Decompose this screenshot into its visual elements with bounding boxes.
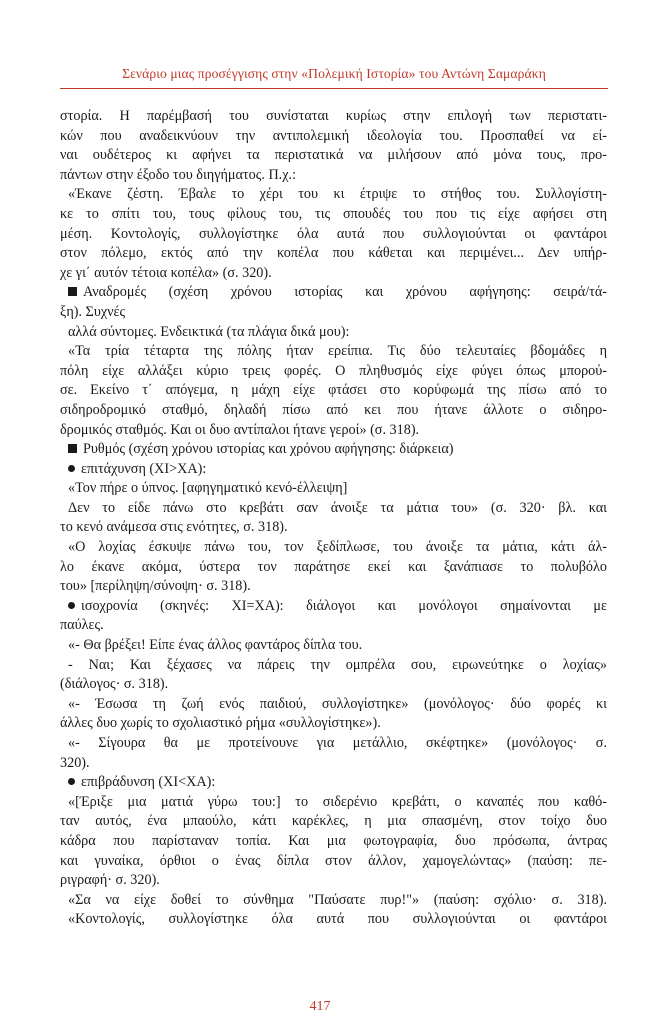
body-text (60, 107, 607, 930)
text-line: Ρυθμός (σχέση χρόνου ιστορίας και χρόνου αφήγησης: διάρκεια) (83, 441, 454, 458)
text-line: ισοχρονία (σκηνές: ΧΙ=ΧΑ): διάλογοι και μονόλογοι σημαίνονται με (81, 597, 607, 614)
round-bullet-icon (68, 602, 75, 609)
text-line: επιτάχυνση (ΧΙ>ΧΑ): (81, 460, 207, 477)
quote-line: λο έκανε ακόμα, ύστερα τον παράτησε εκεί και ξανάπιασε το πολυβόλο (60, 558, 607, 575)
quote-line: «Κοντολογίς, συλλογίστηκε όλα αυτά που συλλογιούνται οι φαντάροι (68, 911, 607, 928)
subheading-acceleration (60, 460, 607, 480)
page-number: 417 (309, 999, 331, 1014)
quote-line: σιδηροδρομικό σταθμό, δηλαδή πίσω από κει που ήτανε άλλοτε ο σιδηρο- (60, 401, 607, 418)
text-line: το κενό ανάμεσα στις ενότητες, σ. 318). (60, 519, 288, 536)
text-line: άλλες δυο χωρίς το σχολιαστικό ρήμα «συλλογίστηκε»). (60, 715, 381, 732)
quote-line: «Τον πήρε ο ύπνος. [αφηγηματικό κενό-έλλειψη] (68, 480, 348, 497)
monologue-line: «- Έσωσα τη ζωή ενός παιδιού, συλλογίστηκε» (μονόλογος· δύο φορές κι (68, 695, 607, 712)
subheading-isochrony (60, 597, 607, 617)
quote-line: «Έκανε ζέστη. Έβαλε το χέρι του κι έτριψε το στήθος του. Συλλογίστη- (68, 186, 607, 203)
subheading-deceleration (60, 773, 607, 793)
quote-line: του» [περίληψη/σύνοψη· σ. 318). (60, 578, 251, 595)
quote-line: «Ο λοχίας έσκυψε πάνω του, τον ξεδίπλωσε, του άνοιξε τα μάτια, κάτι άλ- (68, 539, 607, 556)
dialogue-line: - Ναι; Και ξέχασες να πάρεις την ομπρέλα σου, ειρωνεύτηκε ο λοχίας» (68, 656, 607, 673)
quote-line: χε γι΄ αυτόν τέτοια κοπέλα» (σ. 320). (60, 264, 272, 281)
text-line: ναι ουδέτερος κι αφήνει τα περιστατικά να μιλήσουν από μόνα τους, προ- (60, 147, 607, 164)
text-line: κών που αναδεικνύουν την αντιπολεμική ιδεολογία του. Προσπαθεί να εί- (60, 127, 607, 144)
quote-line: στον πόλεμο, εκτός από την κοπέλα που κάθεται και περιμένει... Δεν υπήρ- (60, 245, 607, 262)
round-bullet-icon (68, 465, 75, 472)
quote-line: «Σα να είχε δοθεί το σύνθημα "Παύσατε πυρ!"» (παύση: σχόλιο· σ. 318). (68, 891, 607, 908)
quote-line: Δεν το είδε πάνω στο κρεβάτι σαν άνοιξε τα μάτια του» (σ. 320· βλ. και (68, 499, 607, 516)
quote-line: μέση. Κοντολογίς, συλλογίστηκε όλα αυτά που συλλογιούνται οι φαντάροι (60, 225, 607, 242)
quote-line: «[Έριξε μια ματιά γύρω του:] το σιδερένιο κρεβάτι, ο καναπές που καθό- (68, 793, 607, 810)
round-bullet-icon (68, 778, 75, 785)
quote-line: σε. Εκείνο τ΄ απόγεμα, η μάχη είχε φτάσει στο κορύφωμά της πίσω από το (60, 382, 607, 399)
quote-line: «Τα τρία τέταρτα της πόλης ήταν ερείπια. Τις δύο τελευταίες βδομάδες η (68, 343, 607, 360)
text-line: Αναδρομές (σχέση χρόνου ιστορίας και χρόνου αφήγησης: σειρά/τά- (83, 284, 607, 301)
section-heading-rhythm (60, 440, 607, 460)
quote-line: και γυναίκα, όρθιοι ο ένας δίπλα στον άλλον, χαμογελώντας» (παύση: πε- (60, 852, 607, 869)
quote-line: ριγραφή· σ. 320). (60, 872, 160, 889)
text-line: πάντων στην έξοδο του διηγήματος. Π.χ.: (60, 166, 297, 183)
text-line: (διάλογος· σ. 318). (60, 676, 169, 693)
square-bullet-icon (68, 287, 77, 296)
text-line: επιβράδυνση (ΧΙ<ΧΑ): (81, 774, 216, 791)
quote-line: κάδρα που παρίσταναν τοπία. Και μια φωτογραφία, δυο πρόσωπα, άντρας (60, 832, 607, 849)
text-line: αλλά σύντομες. Ενδεικτικά (τα πλάγια δικά μου): (68, 323, 350, 340)
quote-line: δρομικός σταθμός. Και οι δυο αντίπαλοι ήτανε γεροί» (σ. 318). (60, 421, 420, 438)
quote-line: ταν αυτός, ένα μπαούλο, κάτι καρέκλες, η μια σπασμένη, στον τοίχο δυο (60, 813, 607, 830)
section-heading-analepses (60, 283, 607, 303)
text-line: παύλες. (60, 617, 104, 634)
quote-line: πόλη είχε αλλάξει κύριο τρεις φορές. Ο πληθυσμός είχε φύγει όπως μπορού- (60, 362, 607, 379)
text-line: ξη). Συχνές (60, 303, 126, 320)
dialogue-line: «- Θα βρέξει! Είπε ένας άλλος φαντάρος δίπλα του. (68, 637, 363, 654)
quote-line: κε το σπίτι του, τους φίλους του, τις σπουδές του που τις είχε αφήσει στη (60, 205, 607, 222)
text-line: 320). (60, 754, 90, 771)
running-header: Σενάριο μιας προσέγγισης στην «Πολεμική Ιστορία» του Αντώνη Σαμαράκη (122, 66, 546, 81)
square-bullet-icon (68, 444, 77, 453)
monologue-line: «- Σίγουρα θα με προτείνουνε για μετάλλιο, σκέφτηκε» (μονόλογος· σ. (68, 735, 607, 751)
text-line: στορία. Η παρέμβασή του συνίσταται κυρίως στην επιλογή των περιστατι- (60, 108, 607, 124)
header-rule (60, 88, 608, 89)
